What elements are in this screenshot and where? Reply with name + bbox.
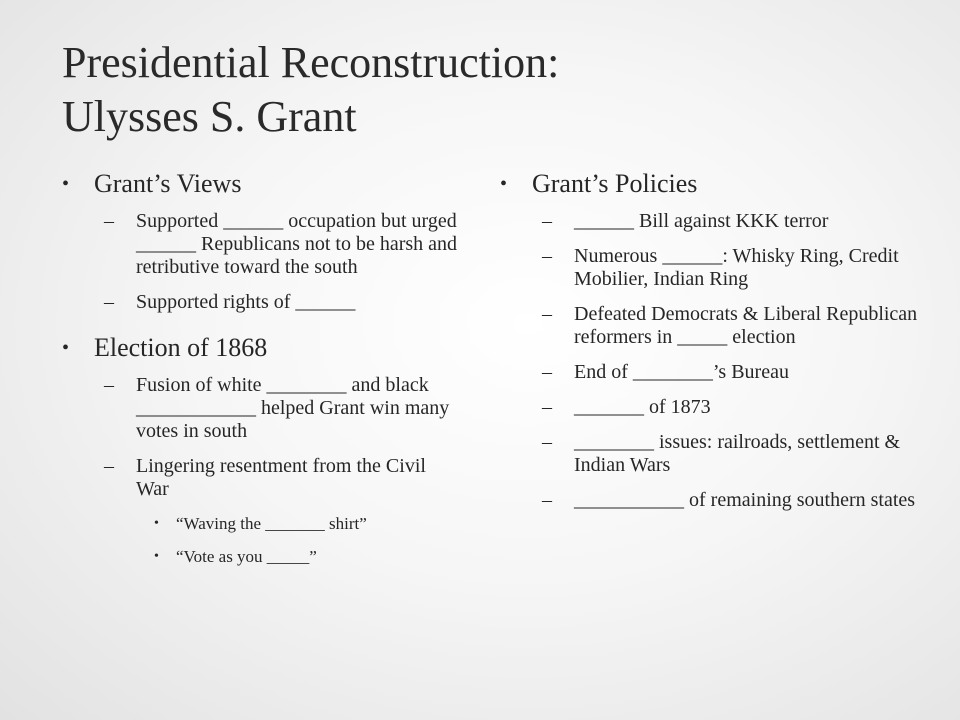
bullet-icon: • — [62, 173, 70, 195]
title-line-2: Ulysses S. Grant — [62, 92, 357, 141]
slide-title — [62, 36, 922, 144]
sub-bullet-text: Lingering resentment from the Civil War — [136, 455, 426, 500]
dash-icon: – — [542, 245, 552, 267]
dash-icon: – — [104, 374, 114, 396]
bullet-heading: Election of 1868 — [94, 333, 268, 362]
sub-bullet — [62, 291, 462, 314]
sub-sub-bullet-text: “Vote as you _____” — [176, 547, 317, 566]
left-bullet-list — [62, 168, 462, 567]
sub-bullet-text: ______ Bill against KKK terror — [574, 210, 829, 232]
sub-bullet-text: Supported rights of ______ — [136, 291, 356, 313]
sub-bullet — [62, 455, 462, 501]
sub-bullet — [500, 245, 920, 291]
sub-bullet — [500, 431, 920, 477]
bullet-grants-views — [62, 168, 462, 200]
sub-bullet-text: ___________ of remaining southern states — [574, 489, 916, 511]
bullet-icon: • — [62, 337, 70, 359]
sub-bullet-text: Fusion of white ________ and black ____________ helped Grant win many votes in south — [136, 374, 450, 442]
dash-icon: – — [542, 210, 552, 232]
bullet-icon: • — [500, 173, 508, 195]
sub-bullet-text: Numerous ______: Whisky Ring, Credit Mobilier, Indian Ring — [574, 245, 899, 290]
sub-bullet — [500, 489, 920, 512]
sub-bullet — [500, 396, 920, 419]
sub-sub-bullet-text: “Waving the _______ shirt” — [176, 514, 367, 533]
left-column — [62, 168, 462, 579]
sub-bullet — [62, 374, 462, 443]
bullet-icon: • — [154, 549, 159, 564]
sub-bullet — [500, 361, 920, 384]
sub-bullet-text: Defeated Democrats & Liberal Republican reformers in _____ election — [574, 303, 918, 348]
dash-icon: – — [542, 361, 552, 383]
dash-icon: – — [542, 396, 552, 418]
sub-bullet-text: Supported ______ occupation but urged ______ Republicans not to be harsh and retributive toward the south — [136, 210, 458, 278]
dash-icon: – — [104, 455, 114, 477]
sub-bullet-text: ________ issues: railroads, settlement & Indian Wars — [574, 431, 901, 476]
right-bullet-list — [500, 168, 920, 512]
dash-icon: – — [104, 210, 114, 232]
title-line-1: Presidential Reconstruction: — [62, 38, 560, 87]
sub-bullet — [500, 210, 920, 233]
sub-sub-bullet — [62, 513, 462, 534]
right-column — [500, 168, 920, 524]
sub-bullet — [500, 303, 920, 349]
sub-bullet-text: _______ of 1873 — [574, 396, 711, 418]
dash-icon: – — [542, 303, 552, 325]
bullet-heading: Grant’s Policies — [532, 169, 698, 198]
bullet-heading: Grant’s Views — [94, 169, 242, 198]
bullet-grants-policies — [500, 168, 920, 200]
dash-icon: – — [104, 291, 114, 313]
dash-icon: – — [542, 431, 552, 453]
bullet-icon: • — [154, 516, 159, 531]
sub-bullet — [62, 210, 462, 279]
sub-bullet-text: End of ________’s Bureau — [574, 361, 789, 383]
sub-sub-bullet — [62, 546, 462, 567]
bullet-election-1868 — [62, 332, 462, 364]
dash-icon: – — [542, 489, 552, 511]
